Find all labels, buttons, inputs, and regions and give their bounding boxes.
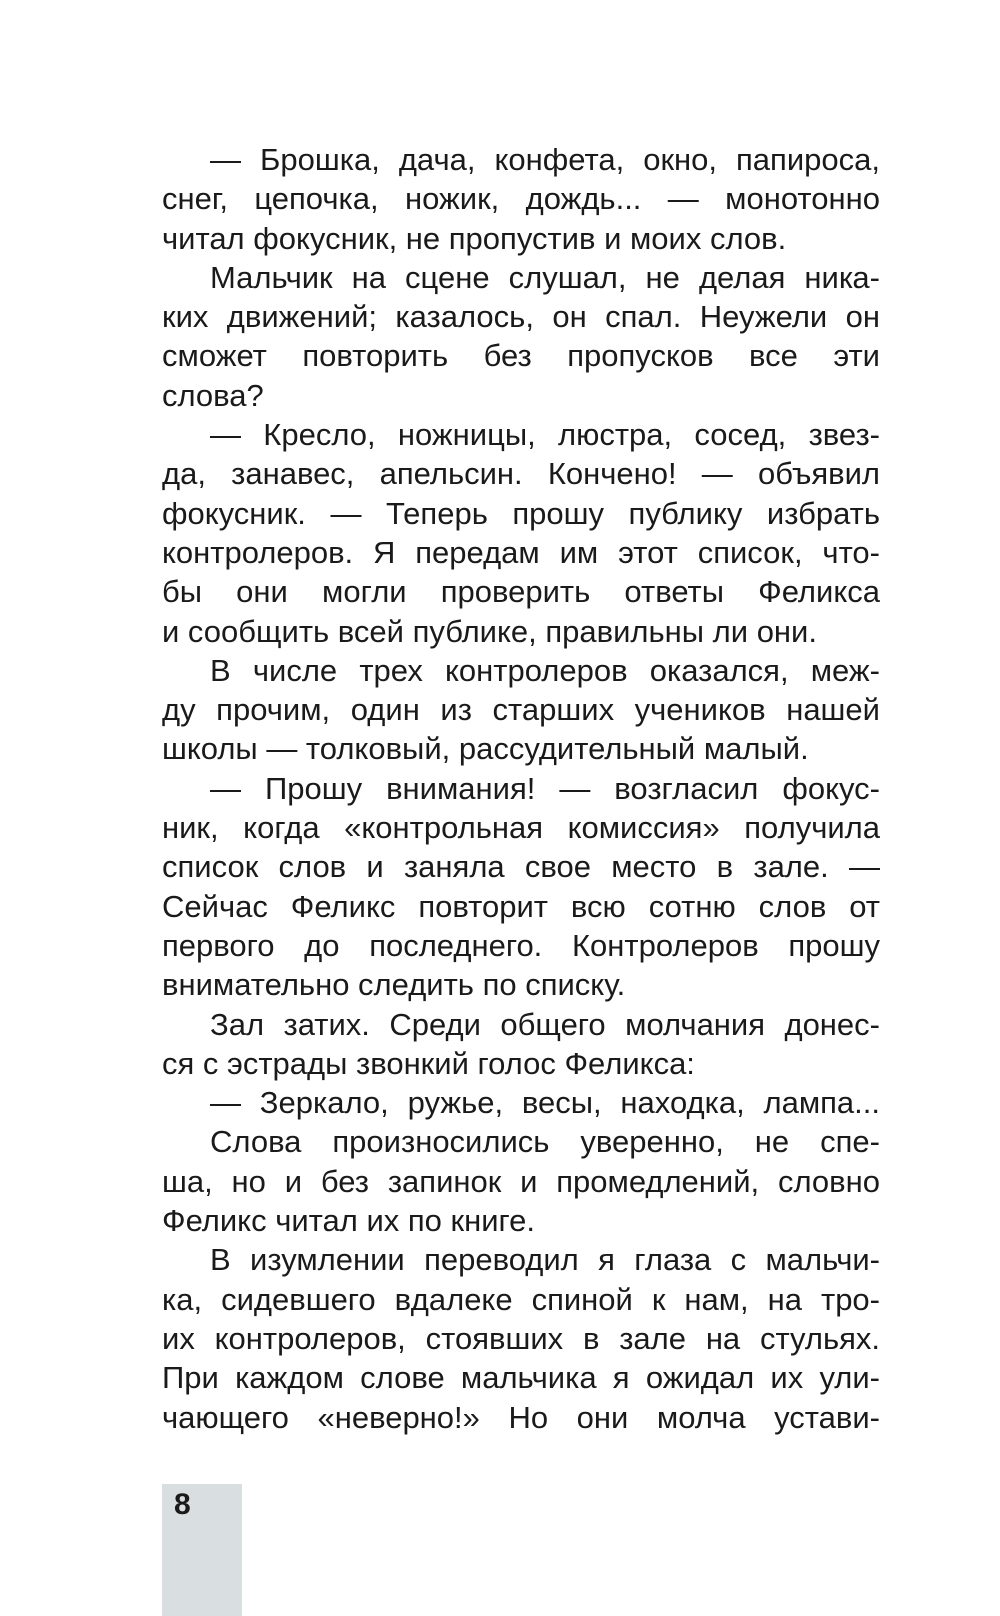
text-line: ся с эстрады звонкий голос Феликса:: [162, 1045, 695, 1081]
text-line: ду прочим, один из старших учеников нашей: [162, 692, 880, 728]
text-line: первого до последнего. Контролеров прошу: [162, 927, 880, 963]
text-line: В числе трех контролеров оказался, меж-: [210, 652, 880, 688]
text-line: снег, цепочка, ножик, дождь... — монотонно: [162, 181, 880, 217]
text-line: бы они могли проверить ответы Феликса: [162, 574, 880, 610]
text-line: Феликс читал их по книге.: [162, 1203, 536, 1239]
text-line: — Брошка, дача, конфета, окно, папироса,: [210, 142, 880, 177]
text-line: чающего «неверно!» Но они молча устави-: [162, 1399, 880, 1435]
body-text: [162, 140, 880, 1437]
text-line: школы — толковый, рассудительный малый.: [162, 731, 809, 767]
text-line: контролеров. Я передам им этот список, что-: [162, 534, 880, 570]
text-line: да, занавес, апельсин. Кончено! — объявил: [162, 456, 880, 492]
text-line: внимательно следить по списку.: [162, 967, 626, 1003]
text-line: и сообщить всей публике, правильны ли они.: [162, 613, 817, 649]
text-line: читал фокусник, не пропустив и моих слов.: [162, 220, 787, 256]
text-line: ник, когда «контрольная комиссия» получила: [162, 810, 880, 846]
text-line: их контролеров, стоявших в зале на стульях.: [162, 1320, 880, 1356]
text-line: — Прошу внимания! — возгласил фокус-: [210, 770, 880, 806]
text-line: ка, сидевшего вдалеке спиной к нам, на тро-: [162, 1281, 880, 1317]
page-number: 8: [174, 1488, 191, 1521]
text-line: В изумлении переводил я глаза с мальчи-: [210, 1242, 880, 1278]
text-line: Сейчас Феликс повторит всю сотню слов от: [162, 888, 880, 924]
page-number-tab: [162, 1484, 242, 1616]
text-line: Мальчик на сцене слушал, не делая никa-: [210, 259, 880, 295]
text-line: сможет повторить без пропусков все эти: [162, 338, 880, 374]
text-line: слова?: [162, 377, 264, 413]
text-line: При каждом слове мальчика я ожидал их ули-: [162, 1360, 880, 1396]
text-line: ша, но и без запинок и промедлений, словно: [162, 1163, 880, 1199]
text-line: Слова произносились уверенно, не спе-: [210, 1124, 880, 1160]
text-line: ких движений; казалось, он спал. Неужели он: [162, 299, 880, 335]
text-line: — Кресло, ножницы, люстра, сосед, звез-: [210, 417, 880, 453]
text-line: — Зеркало, ружье, весы, находка, лампа...: [210, 1085, 880, 1121]
text-line: Зал затих. Среди общего молчания донес-: [210, 1006, 880, 1042]
text-line: фокусник. — Теперь прошу публику избрать: [162, 495, 880, 531]
text-line: список слов и заняла свое место в зале. —: [162, 849, 880, 885]
